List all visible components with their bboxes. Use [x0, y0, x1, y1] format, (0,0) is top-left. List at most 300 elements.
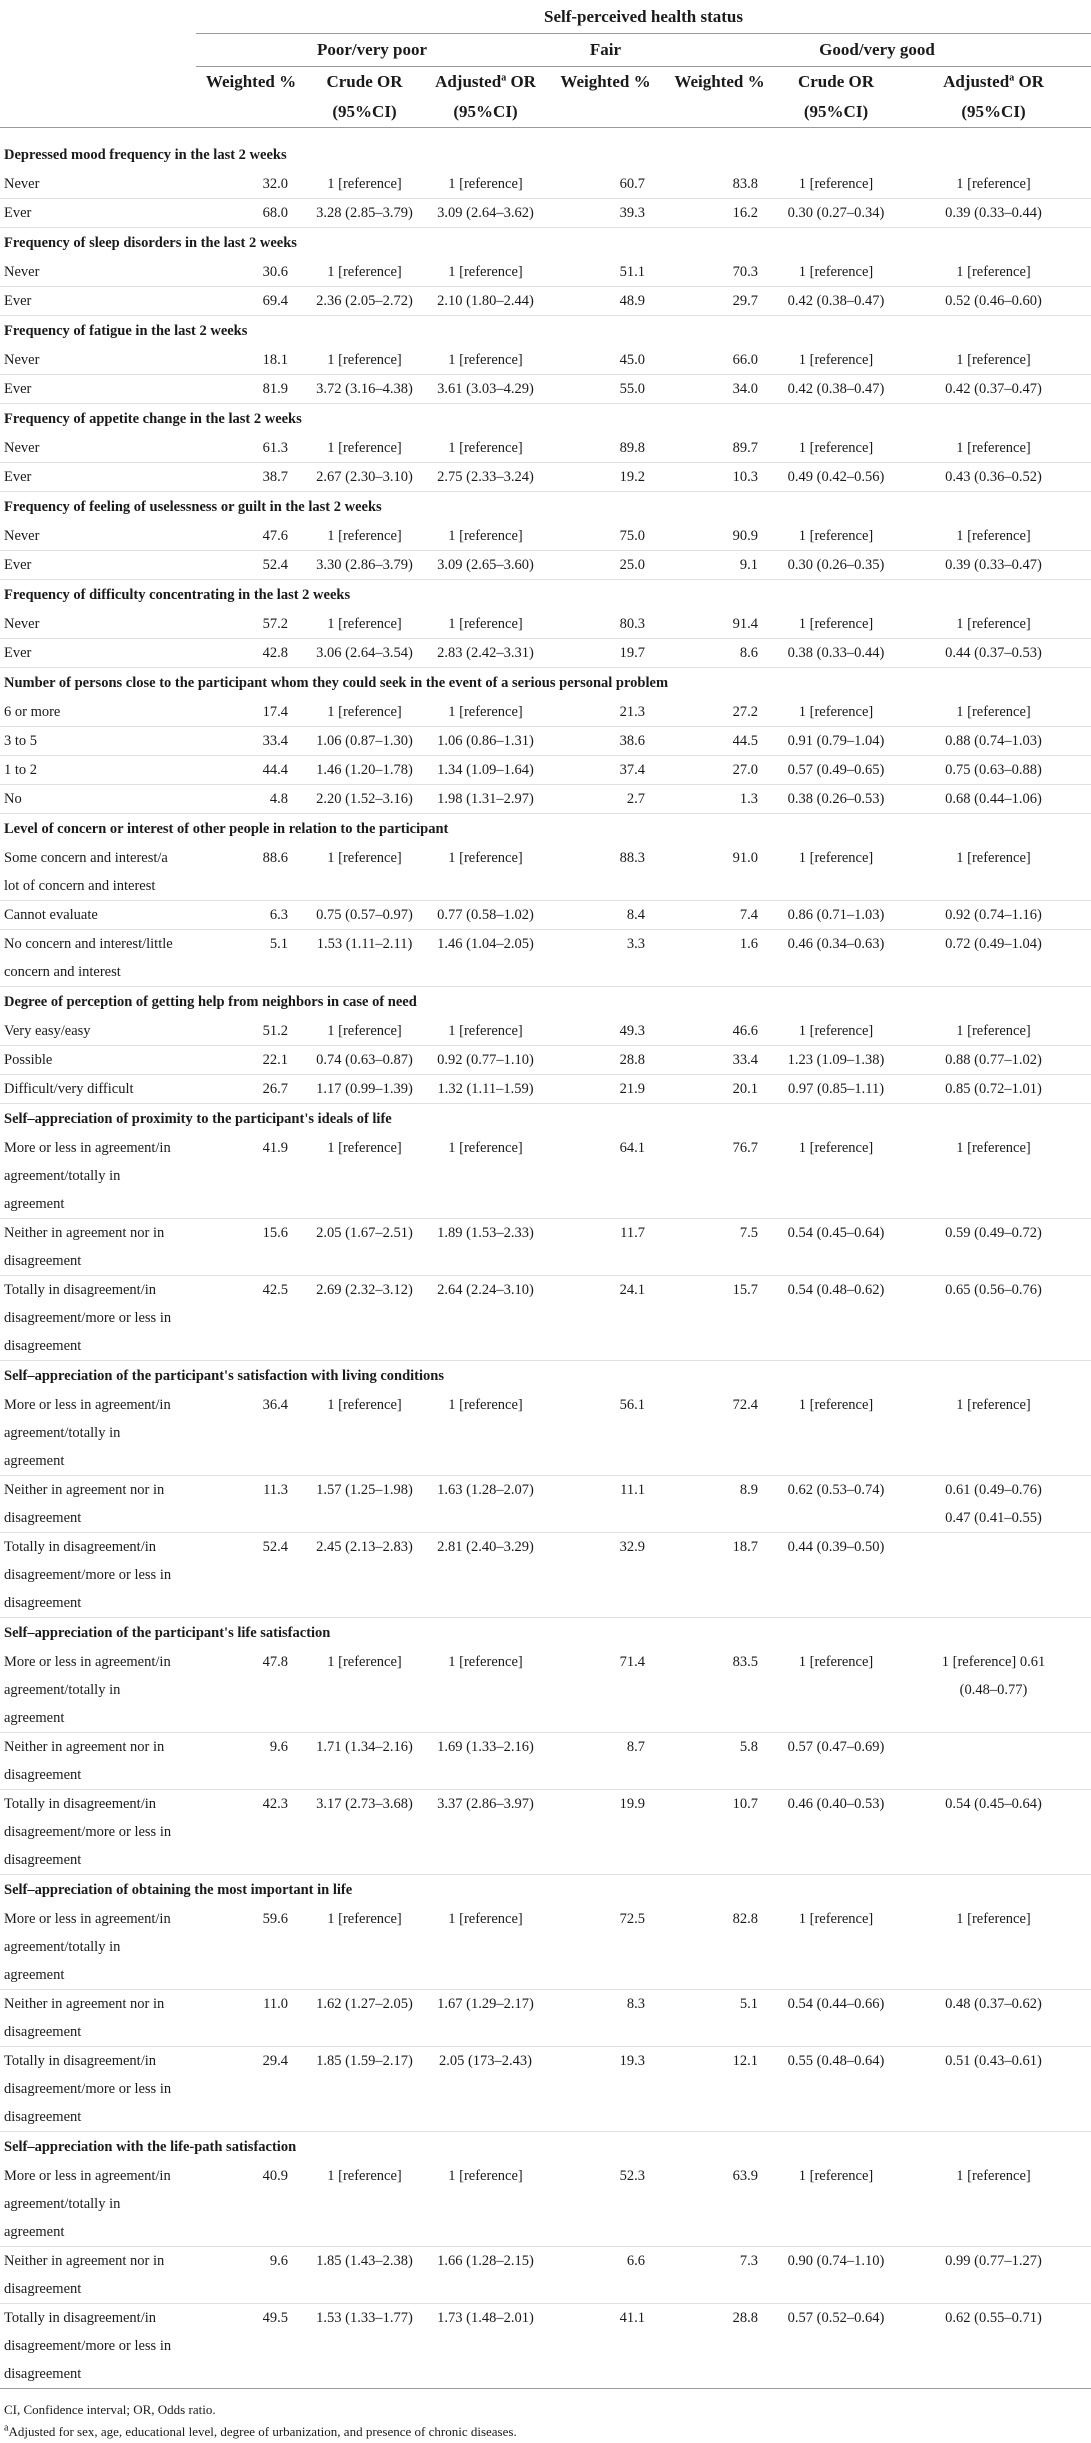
poor-weighted-cell: 47.8 — [196, 1648, 306, 1733]
poor-weighted-cell: 49.5 — [196, 2304, 306, 2389]
row-label — [0, 1990, 196, 2047]
section-title: Frequency of sleep disorders in the last 2 weeks — [4, 235, 297, 251]
poor-weighted-cell: 41.9 — [196, 1134, 306, 1219]
row-label — [0, 1533, 196, 1618]
poor-adjusted-or-cell: 2.10 (1.80–2.44) — [423, 287, 548, 316]
table-row — [0, 1476, 1091, 1533]
table-row — [0, 258, 1091, 287]
row-label-line: Ever — [4, 645, 32, 661]
poor-weighted-cell: 15.6 — [196, 1219, 306, 1276]
table-row — [0, 170, 1091, 199]
footnote-marker: a — [4, 2422, 9, 2434]
good-crude-or-cell: 0.38 (0.33–0.44) — [776, 639, 896, 668]
section-title: Level of concern or interest of other people in relation to the participant — [4, 821, 449, 837]
poor-crude-or-cell: 1 [reference] — [306, 1391, 423, 1476]
good-crude-or-cell: 0.54 (0.48–0.62) — [776, 1276, 896, 1361]
poor-weighted-cell: 33.4 — [196, 727, 306, 756]
row-label-line: 3 to 5 — [4, 733, 38, 749]
poor-weighted-cell: 36.4 — [196, 1391, 306, 1476]
good-adjusted-or-cell: 1 [reference] — [896, 698, 1091, 727]
poor-crude-or-cell: 1.57 (1.25–1.98) — [306, 1476, 423, 1533]
row-label-line: disagreement/more or less in — [4, 2081, 172, 2097]
good-adjusted-or-cell: 1 [reference] — [896, 844, 1091, 901]
poor-crude-or-cell: 3.06 (2.64–3.54) — [306, 639, 423, 668]
table-row — [0, 346, 1091, 375]
section-header-row — [0, 1361, 1091, 1392]
poor-crude-or-cell: 2.36 (2.05–2.72) — [306, 287, 423, 316]
poor-adjusted-or-cell: 1 [reference] — [423, 434, 548, 463]
table-row — [0, 287, 1091, 316]
table-row — [0, 434, 1091, 463]
table-row — [0, 2304, 1091, 2389]
poor-crude-or-cell: 1.53 (1.33–1.77) — [306, 2304, 423, 2389]
good-crude-or-cell: 1 [reference] — [776, 522, 896, 551]
row-label — [0, 1219, 196, 1276]
poor-crude-or-cell: 0.75 (0.57–0.97) — [306, 901, 423, 930]
fair-weighted-cell: 19.3 — [548, 2047, 663, 2132]
fair-weighted-cell: 89.8 — [548, 434, 663, 463]
good-weighted-cell: 27.2 — [663, 698, 776, 727]
col-adjusted-good — [896, 67, 1091, 98]
row-label-line: lot of concern and interest — [4, 878, 156, 894]
good-crude-or-cell: 1 [reference] — [776, 170, 896, 199]
good-adjusted-or-cell — [896, 1733, 1091, 1790]
good-weighted-cell: 5.8 — [663, 1733, 776, 1790]
row-label-line: Totally in disagreement/in — [4, 2053, 157, 2069]
row-label — [0, 463, 196, 492]
row-label-line: disagreement — [4, 1595, 82, 1611]
footnote-marker: a — [1009, 72, 1015, 84]
good-crude-or-cell: 0.55 (0.48–0.64) — [776, 2047, 896, 2132]
row-label-line: disagreement/more or less in — [4, 1310, 172, 1326]
table-row — [0, 1790, 1091, 1875]
fair-weighted-cell: 45.0 — [548, 346, 663, 375]
row-label — [0, 170, 196, 199]
row-label-line: Never — [4, 440, 40, 456]
header-ci-row — [0, 97, 1091, 128]
poor-crude-or-cell: 1.53 (1.11–2.11) — [306, 930, 423, 987]
fair-weighted-cell: 24.1 — [548, 1276, 663, 1361]
poor-crude-or-cell: 2.69 (2.32–3.12) — [306, 1276, 423, 1361]
poor-adjusted-or-cell: 1 [reference] — [423, 170, 548, 199]
good-weighted-cell: 89.7 — [663, 434, 776, 463]
poor-crude-or-cell: 1 [reference] — [306, 1017, 423, 1046]
poor-adjusted-or-cell: 1 [reference] — [423, 844, 548, 901]
poor-crude-or-cell: 1.71 (1.34–2.16) — [306, 1733, 423, 1790]
good-crude-or-cell: 0.30 (0.26–0.35) — [776, 551, 896, 580]
good-weighted-cell: 9.1 — [663, 551, 776, 580]
row-label-line: 1 to 2 — [4, 762, 38, 778]
good-adjusted-or-cell: 1 [reference] — [896, 1391, 1091, 1476]
poor-weighted-cell: 40.9 — [196, 2162, 306, 2247]
poor-weighted-cell: 22.1 — [196, 1046, 306, 1075]
good-crude-or-cell: 1 [reference] — [776, 258, 896, 287]
row-label-line: More or less in agreement/in — [4, 1140, 171, 1156]
good-adjusted-or-cell: 0.39 (0.33–0.44) — [896, 199, 1091, 228]
good-adjusted-or-cell: 0.92 (0.74–1.16) — [896, 901, 1091, 930]
poor-adjusted-or-cell: 3.09 (2.65–3.60) — [423, 551, 548, 580]
table-row — [0, 1648, 1091, 1733]
section-title: Frequency of feeling of uselessness or guilt in the last 2 weeks — [4, 499, 382, 515]
row-label — [0, 522, 196, 551]
poor-crude-or-cell: 1 [reference] — [306, 434, 423, 463]
table-row — [0, 1046, 1091, 1075]
row-label — [0, 1075, 196, 1104]
row-label — [0, 756, 196, 785]
table-row — [0, 1905, 1091, 1990]
fair-weighted-cell: 71.4 — [548, 1648, 663, 1733]
fair-weighted-cell: 32.9 — [548, 1533, 663, 1618]
row-label-line: Totally in disagreement/in — [4, 1539, 157, 1555]
good-weighted-cell: 16.2 — [663, 199, 776, 228]
row-label — [0, 1905, 196, 1990]
poor-adjusted-or-cell: 1.32 (1.11–1.59) — [423, 1075, 548, 1104]
section-header-row — [0, 2132, 1091, 2163]
section-header-row — [0, 492, 1091, 523]
row-label — [0, 199, 196, 228]
poor-adjusted-or-cell: 1 [reference] — [423, 610, 548, 639]
col-weighted-good: Weighted % — [674, 72, 765, 91]
good-weighted-cell: 27.0 — [663, 756, 776, 785]
good-adjusted-or-cell: 1 [reference] — [896, 170, 1091, 199]
good-crude-or-cell: 0.57 (0.49–0.65) — [776, 756, 896, 785]
table-row — [0, 901, 1091, 930]
good-adjusted-or-cell: 1 [reference] — [896, 1134, 1091, 1219]
table-row — [0, 199, 1091, 228]
row-label-line: More or less in agreement/in — [4, 1911, 171, 1927]
section-header-row — [0, 228, 1091, 259]
table-row — [0, 639, 1091, 668]
section-title: Degree of perception of getting help from neighbors in case of need — [4, 994, 417, 1010]
row-label-line: No concern and interest/little — [4, 936, 173, 952]
row-label-line: Never — [4, 616, 40, 632]
good-crude-or-cell: 1 [reference] — [776, 1391, 896, 1476]
row-label — [0, 2247, 196, 2304]
good-weighted-cell: 10.3 — [663, 463, 776, 492]
fair-weighted-cell: 19.7 — [548, 639, 663, 668]
good-weighted-cell: 28.8 — [663, 2304, 776, 2389]
good-crude-or-cell: 0.38 (0.26–0.53) — [776, 785, 896, 814]
poor-weighted-cell: 11.0 — [196, 1990, 306, 2047]
row-label-line: agreement — [4, 1196, 65, 1212]
poor-adjusted-or-cell: 3.09 (2.64–3.62) — [423, 199, 548, 228]
good-weighted-cell: 7.3 — [663, 2247, 776, 2304]
poor-adjusted-or-cell: 1 [reference] — [423, 346, 548, 375]
poor-adjusted-or-cell: 1 [reference] — [423, 1017, 548, 1046]
section-header-row — [0, 987, 1091, 1018]
poor-crude-or-cell: 1 [reference] — [306, 170, 423, 199]
good-weighted-cell: 1.6 — [663, 930, 776, 987]
poor-weighted-cell: 57.2 — [196, 610, 306, 639]
good-adjusted-or-cell: 0.68 (0.44–1.06) — [896, 785, 1091, 814]
table-row — [0, 463, 1091, 492]
poor-crude-or-cell: 0.74 (0.63–0.87) — [306, 1046, 423, 1075]
table-row — [0, 1134, 1091, 1219]
table-row — [0, 1017, 1091, 1046]
poor-crude-or-cell: 2.20 (1.52–3.16) — [306, 785, 423, 814]
section-header-row — [0, 316, 1091, 347]
row-label-line: Difficult/very difficult — [4, 1081, 134, 1097]
row-label-line: Totally in disagreement/in — [4, 1282, 157, 1298]
poor-crude-or-cell: 1.85 (1.43–2.38) — [306, 2247, 423, 2304]
good-adjusted-or-cell: 1 [reference] 0.61 (0.48–0.77) — [896, 1648, 1091, 1733]
good-crude-or-cell: 0.30 (0.27–0.34) — [776, 199, 896, 228]
section-title: Frequency of difficulty concentrating in the last 2 weeks — [4, 587, 351, 603]
fair-weighted-cell: 3.3 — [548, 930, 663, 987]
row-label — [0, 1046, 196, 1075]
poor-adjusted-or-cell: 3.61 (3.03–4.29) — [423, 375, 548, 404]
good-crude-or-cell: 0.54 (0.44–0.66) — [776, 1990, 896, 2047]
good-weighted-cell: 82.8 — [663, 1905, 776, 1990]
good-weighted-cell: 7.5 — [663, 1219, 776, 1276]
poor-weighted-cell: 17.4 — [196, 698, 306, 727]
col-ci: (95%CI) — [896, 97, 1091, 128]
section-title: Self–appreciation of the participant's life satisfaction — [4, 1625, 331, 1641]
poor-weighted-cell: 69.4 — [196, 287, 306, 316]
table-row — [0, 2047, 1091, 2132]
poor-crude-or-cell: 1 [reference] — [306, 1905, 423, 1990]
poor-adjusted-or-cell: 1 [reference] — [423, 1391, 548, 1476]
fair-weighted-cell: 72.5 — [548, 1905, 663, 1990]
poor-weighted-cell: 18.1 — [196, 346, 306, 375]
good-adjusted-or-cell: 1 [reference] — [896, 258, 1091, 287]
row-label — [0, 346, 196, 375]
poor-weighted-cell: 6.3 — [196, 901, 306, 930]
row-label-line: disagreement/more or less in — [4, 1567, 172, 1583]
poor-weighted-cell: 42.8 — [196, 639, 306, 668]
footnote-abbreviations: CI, Confidence interval; OR, Odds ratio. — [4, 2402, 216, 2417]
fair-weighted-cell: 64.1 — [548, 1134, 663, 1219]
fair-weighted-cell: 8.3 — [548, 1990, 663, 2047]
row-label-line: disagreement — [4, 2109, 82, 2125]
poor-adjusted-or-cell: 2.81 (2.40–3.29) — [423, 1533, 548, 1618]
row-label-line: disagreement — [4, 1767, 82, 1783]
row-label — [0, 844, 196, 901]
header-poor: Poor/very poor — [196, 34, 548, 67]
poor-adjusted-or-cell: 1.46 (1.04–2.05) — [423, 930, 548, 987]
poor-weighted-cell: 81.9 — [196, 375, 306, 404]
poor-adjusted-or-cell: 1.67 (1.29–2.17) — [423, 1990, 548, 2047]
good-weighted-cell: 70.3 — [663, 258, 776, 287]
header-good: Good/very good — [663, 34, 1091, 67]
row-label-line: Ever — [4, 205, 32, 221]
row-label-line: Possible — [4, 1052, 53, 1068]
col-or-word: OR — [510, 72, 536, 91]
row-label-line: agreement/totally in — [4, 1425, 121, 1441]
table-row — [0, 1075, 1091, 1104]
poor-adjusted-or-cell: 2.64 (2.24–3.10) — [423, 1276, 548, 1361]
section-title: Frequency of appetite change in the last 2 weeks — [4, 411, 302, 427]
row-label-line: More or less in agreement/in — [4, 1397, 171, 1413]
good-adjusted-or-cell: 1 [reference] — [896, 1905, 1091, 1990]
row-label — [0, 1476, 196, 1533]
table-footnotes — [0, 2399, 1091, 2443]
row-label — [0, 639, 196, 668]
good-adjusted-or-cell: 0.75 (0.63–0.88) — [896, 756, 1091, 785]
good-crude-or-cell: 0.57 (0.47–0.69) — [776, 1733, 896, 1790]
col-ci: (95%CI) — [423, 97, 548, 128]
fair-weighted-cell: 88.3 — [548, 844, 663, 901]
row-label — [0, 1017, 196, 1046]
row-label-line: agreement/totally in — [4, 2196, 121, 2212]
good-adjusted-or-cell: 0.88 (0.77–1.02) — [896, 1046, 1091, 1075]
poor-weighted-cell: 61.3 — [196, 434, 306, 463]
fair-weighted-cell: 25.0 — [548, 551, 663, 580]
good-crude-or-cell: 0.49 (0.42–0.56) — [776, 463, 896, 492]
row-label — [0, 1790, 196, 1875]
poor-weighted-cell: 42.5 — [196, 1276, 306, 1361]
poor-adjusted-or-cell: 3.37 (2.86–3.97) — [423, 1790, 548, 1875]
good-adjusted-or-cell: 1 [reference] — [896, 2162, 1091, 2247]
good-weighted-cell: 18.7 — [663, 1533, 776, 1618]
fair-weighted-cell: 49.3 — [548, 1017, 663, 1046]
row-label-line: agreement/totally in — [4, 1939, 121, 1955]
table-row — [0, 1990, 1091, 2047]
good-weighted-cell: 8.9 — [663, 1476, 776, 1533]
good-adjusted-or-cell: 0.65 (0.56–0.76) — [896, 1276, 1091, 1361]
good-adjusted-or-cell: 0.43 (0.36–0.52) — [896, 463, 1091, 492]
poor-adjusted-or-cell: 1 [reference] — [423, 258, 548, 287]
section-header-row — [0, 814, 1091, 845]
poor-adjusted-or-cell: 1.98 (1.31–2.97) — [423, 785, 548, 814]
good-weighted-cell: 44.5 — [663, 727, 776, 756]
good-adjusted-or-cell: 0.39 (0.33–0.47) — [896, 551, 1091, 580]
row-label — [0, 698, 196, 727]
good-weighted-cell: 46.6 — [663, 1017, 776, 1046]
fair-weighted-cell: 8.4 — [548, 901, 663, 930]
fair-weighted-cell: 11.7 — [548, 1219, 663, 1276]
good-weighted-cell: 66.0 — [663, 346, 776, 375]
row-label — [0, 727, 196, 756]
poor-crude-or-cell: 3.28 (2.85–3.79) — [306, 199, 423, 228]
col-weighted-poor: Weighted % — [205, 72, 297, 91]
row-label-line: disagreement — [4, 1253, 82, 1269]
poor-weighted-cell: 11.3 — [196, 1476, 306, 1533]
poor-adjusted-or-cell: 1 [reference] — [423, 2162, 548, 2247]
row-label-line: Neither in agreement nor in — [4, 1739, 165, 1755]
row-label — [0, 610, 196, 639]
poor-adjusted-or-cell: 1.69 (1.33–2.16) — [423, 1733, 548, 1790]
good-adjusted-or-cell: 0.48 (0.37–0.62) — [896, 1990, 1091, 2047]
good-adjusted-or-cell: 1 [reference] — [896, 610, 1091, 639]
good-crude-or-cell: 1 [reference] — [776, 610, 896, 639]
row-label-line: Totally in disagreement/in — [4, 1796, 157, 1812]
poor-crude-or-cell: 1.85 (1.59–2.17) — [306, 2047, 423, 2132]
row-label — [0, 287, 196, 316]
good-weighted-cell: 5.1 — [663, 1990, 776, 2047]
row-label-line: concern and interest — [4, 964, 121, 980]
good-weighted-cell: 83.8 — [663, 170, 776, 199]
poor-crude-or-cell: 1 [reference] — [306, 844, 423, 901]
footnote-adjusted-text: Adjusted for sex, age, educational level, degree of urbanization, and presence of chronic diseases. — [8, 2424, 517, 2439]
row-label-line: agreement — [4, 1967, 65, 1983]
table-row — [0, 610, 1091, 639]
good-adjusted-or-cell: 0.59 (0.49–0.72) — [896, 1219, 1091, 1276]
good-crude-or-cell: 0.54 (0.45–0.64) — [776, 1219, 896, 1276]
row-label — [0, 1648, 196, 1733]
poor-weighted-cell: 42.3 — [196, 1790, 306, 1875]
poor-adjusted-or-cell: 1 [reference] — [423, 1648, 548, 1733]
fair-weighted-cell: 8.7 — [548, 1733, 663, 1790]
good-weighted-cell: 34.0 — [663, 375, 776, 404]
poor-adjusted-or-cell: 1 [reference] — [423, 522, 548, 551]
row-label-line: Neither in agreement nor in — [4, 2253, 165, 2269]
row-label-line: agreement/totally in — [4, 1682, 121, 1698]
col-weighted-fair: Weighted % — [560, 72, 651, 91]
row-label-line: Never — [4, 176, 40, 192]
poor-crude-or-cell: 2.45 (2.13–2.83) — [306, 1533, 423, 1618]
good-adjusted-or-cell: 1 [reference] — [896, 434, 1091, 463]
poor-weighted-cell: 32.0 — [196, 170, 306, 199]
good-adjusted-or-cell: 1 [reference] — [896, 522, 1091, 551]
row-label-line: No — [4, 791, 22, 807]
fair-weighted-cell: 56.1 — [548, 1391, 663, 1476]
row-label-line: agreement — [4, 2224, 65, 2240]
section-title: Self–appreciation of obtaining the most important in life — [4, 1882, 353, 1898]
row-label-line: Neither in agreement nor in — [4, 1482, 165, 1498]
good-crude-or-cell: 0.42 (0.38–0.47) — [776, 375, 896, 404]
table-row — [0, 1733, 1091, 1790]
section-header-row — [0, 1104, 1091, 1135]
poor-crude-or-cell: 1 [reference] — [306, 2162, 423, 2247]
table-row — [0, 698, 1091, 727]
row-label-line: Neither in agreement nor in — [4, 1996, 165, 2012]
poor-weighted-cell: 52.4 — [196, 1533, 306, 1618]
good-crude-or-cell: 0.46 (0.34–0.63) — [776, 930, 896, 987]
poor-crude-or-cell: 1.06 (0.87–1.30) — [306, 727, 423, 756]
poor-adjusted-or-cell: 1.63 (1.28–2.07) — [423, 1476, 548, 1533]
poor-weighted-cell: 59.6 — [196, 1905, 306, 1990]
row-label — [0, 258, 196, 287]
row-label — [0, 930, 196, 987]
good-weighted-cell: 91.4 — [663, 610, 776, 639]
poor-crude-or-cell: 1 [reference] — [306, 522, 423, 551]
poor-adjusted-or-cell: 1 [reference] — [423, 1134, 548, 1219]
poor-weighted-cell: 4.8 — [196, 785, 306, 814]
fair-weighted-cell: 21.3 — [548, 698, 663, 727]
good-adjusted-or-cell: 0.42 (0.37–0.47) — [896, 375, 1091, 404]
fair-weighted-cell: 48.9 — [548, 287, 663, 316]
good-crude-or-cell: 1.23 (1.09–1.38) — [776, 1046, 896, 1075]
poor-weighted-cell: 68.0 — [196, 199, 306, 228]
col-crude-poor: Crude OR — [326, 72, 403, 91]
good-crude-or-cell: 0.42 (0.38–0.47) — [776, 287, 896, 316]
row-label-line: disagreement — [4, 2366, 82, 2382]
table-row — [0, 375, 1091, 404]
poor-crude-or-cell: 1 [reference] — [306, 698, 423, 727]
poor-crude-or-cell: 1 [reference] — [306, 610, 423, 639]
poor-crude-or-cell: 3.30 (2.86–3.79) — [306, 551, 423, 580]
section-title: Self–appreciation with the life-path satisfaction — [4, 2139, 297, 2155]
poor-crude-or-cell: 1 [reference] — [306, 346, 423, 375]
good-weighted-cell: 76.7 — [663, 1134, 776, 1219]
row-label — [0, 1276, 196, 1361]
fair-weighted-cell: 6.6 — [548, 2247, 663, 2304]
good-adjusted-or-cell: 0.72 (0.49–1.04) — [896, 930, 1091, 987]
row-label — [0, 2304, 196, 2389]
poor-crude-or-cell: 2.05 (1.67–2.51) — [306, 1219, 423, 1276]
row-label-line: More or less in agreement/in — [4, 1654, 171, 1670]
section-header-row — [0, 580, 1091, 611]
row-label-line: disagreement — [4, 1510, 82, 1526]
good-adjusted-or-cell: 0.99 (0.77–1.27) — [896, 2247, 1091, 2304]
col-adjusted-poor — [423, 67, 548, 98]
good-weighted-cell: 91.0 — [663, 844, 776, 901]
good-adjusted-or-cell: 0.44 (0.37–0.53) — [896, 639, 1091, 668]
poor-adjusted-or-cell: 1 [reference] — [423, 1905, 548, 1990]
poor-adjusted-or-cell: 2.75 (2.33–3.24) — [423, 463, 548, 492]
row-label-line: Ever — [4, 557, 32, 573]
